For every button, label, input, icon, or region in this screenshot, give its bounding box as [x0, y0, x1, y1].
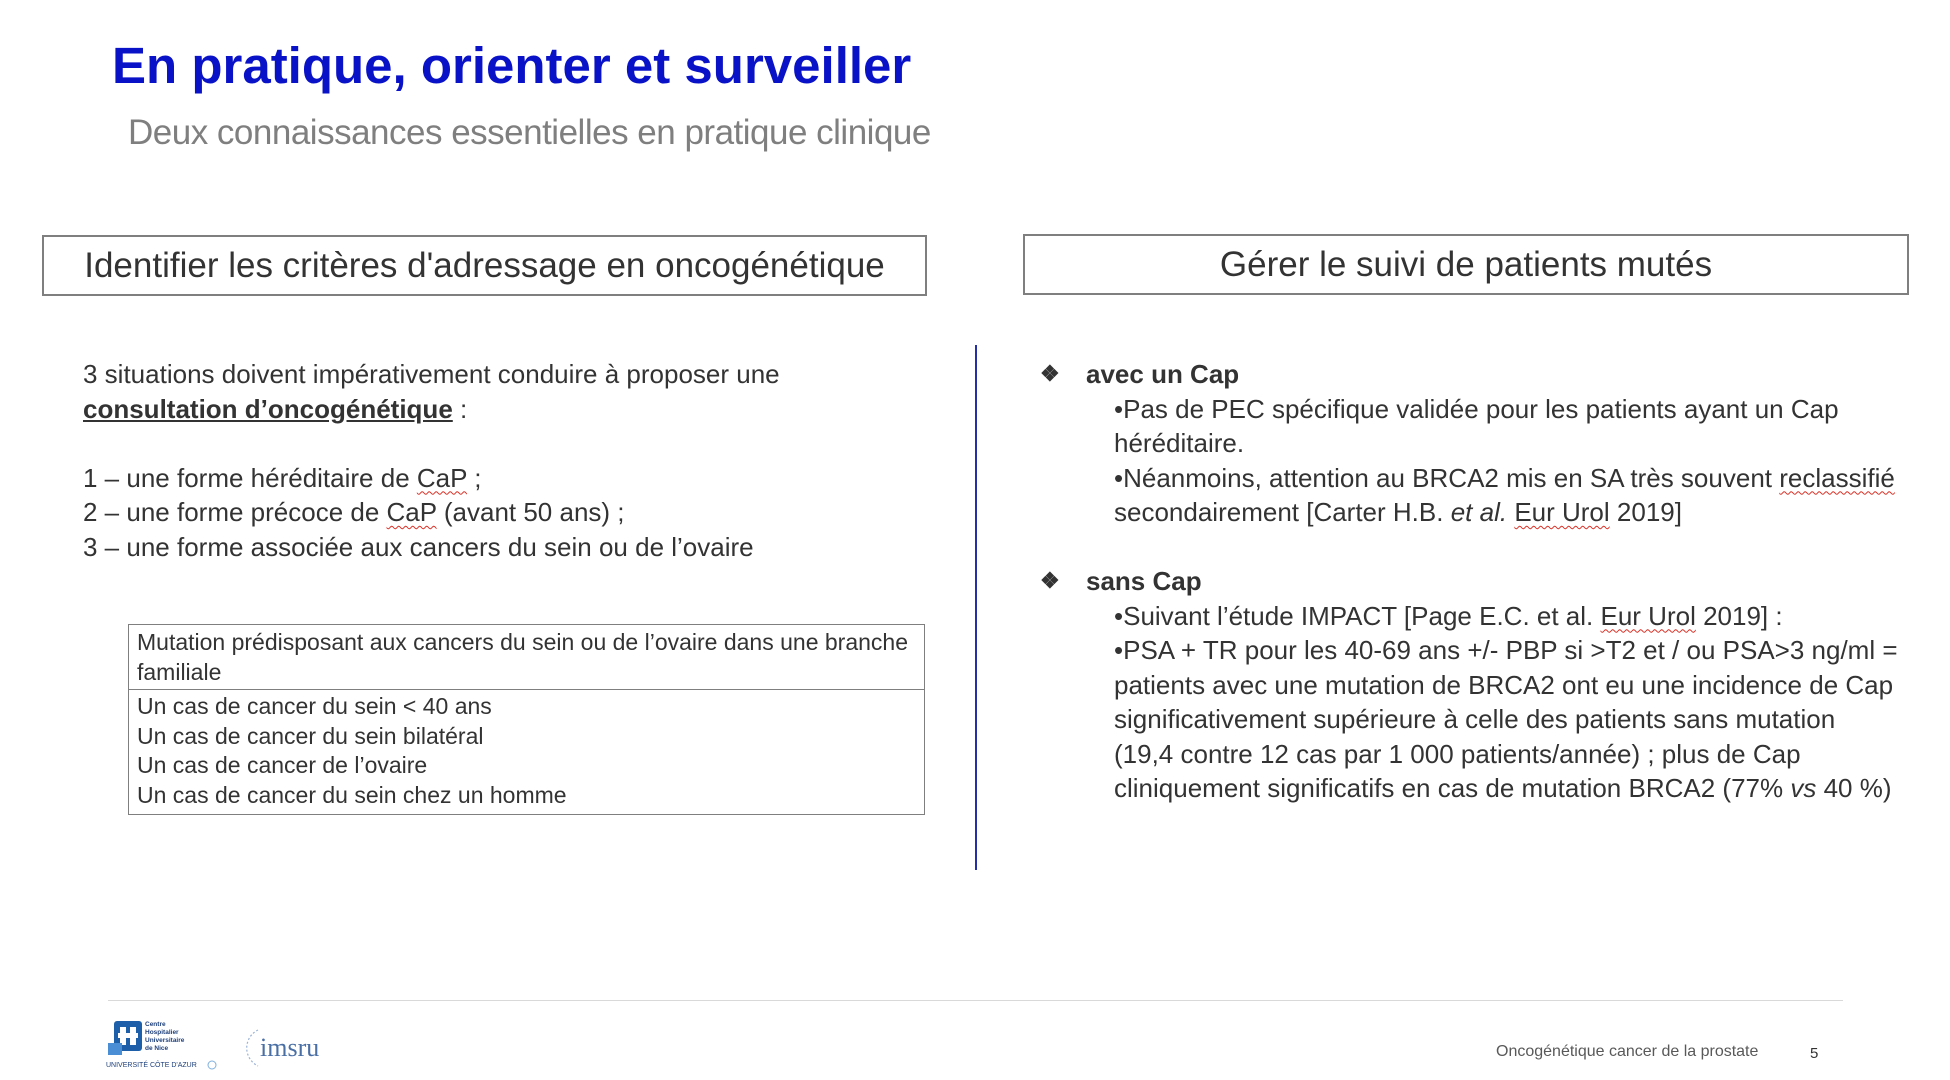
section-heading-without-cap: ❖ sans Cap [1040, 564, 1900, 599]
right-column-text [1040, 357, 1900, 806]
svg-text:Hospitalier: Hospitalier [145, 1029, 179, 1036]
section-heading-with-cap: ❖ avec un Cap [1040, 357, 1900, 392]
page-number: 5 [1810, 1045, 1819, 1062]
chu-nice-logo [104, 1017, 220, 1073]
left-header-label: Identifier les critères d'adressage en oncogénétique [84, 245, 885, 285]
list-item: 3 – une forme associée aux cancers du sein ou de l’ovaire [83, 531, 754, 562]
table-row: Un cas de cancer de l’ovaire [137, 752, 428, 778]
blank-line [1040, 530, 1900, 565]
footer-divider [108, 1000, 1843, 1001]
criteria-table [128, 624, 925, 815]
svg-text:Centre: Centre [145, 1021, 166, 1028]
diamond-bullet-icon: ❖ [1040, 568, 1060, 593]
criteria-table-header: Mutation prédisposant aux cancers du sein ou de l’ovaire dans une branche familiale [129, 625, 924, 690]
table-row: Un cas de cancer du sein bilatéral [137, 722, 484, 749]
paragraph: •Suivant l’étude IMPACT [Page E.C. et al. Eur Urol 2019] : [1114, 600, 1783, 631]
consultation-link-text: consultation d’oncogénétique [83, 393, 453, 424]
footer-title: Oncogénétique cancer de la prostate [1496, 1043, 1759, 1060]
svg-text:de Nice: de Nice [145, 1045, 169, 1052]
diamond-bullet-icon: ❖ [1040, 361, 1060, 386]
paragraph: •Néanmoins, attention au BRCA2 mis en SA très souvent reclassifié secondairement [Carter H.B. et al. Eur Urol 2019] [1114, 462, 1895, 527]
paragraph: •Pas de PEC spécifique validée pour les patients ayant un Cap héréditaire. [1114, 393, 1839, 458]
intro-line: 3 situations doivent impérativement conduire à proposer une [83, 359, 780, 389]
imsru-logo [240, 1022, 350, 1072]
svg-text:UNIVERSITÉ CÔTE D'AZUR: UNIVERSITÉ CÔTE D'AZUR [106, 1062, 197, 1069]
intro-line-2: consultation d’oncogénétique : [83, 393, 468, 424]
table-row: Un cas de cancer du sein < 40 ans [137, 693, 492, 719]
slide-subtitle: Deux connaissances essentielles en pratique clinique [128, 113, 931, 152]
table-row: Un cas de cancer du sein chez un homme [137, 781, 567, 808]
paragraph: •PSA + TR pour les 40-69 ans +/- PBP si >T2 et / ou PSA>3 ng/ml = patients avec une mutation de BRCA2 ont eu une incidence de Cap significativement supérieure à celle des patients sans mutation (19,4 contre 12 cas par 1 000 patients/année) ; plus de Cap cliniquement significatifs en cas de mutation BRCA2 (77% vs 40 %) [1114, 635, 1898, 803]
right-header-box [1023, 234, 1909, 295]
left-column-text [83, 357, 883, 564]
column-divider [975, 345, 977, 870]
left-header-box [42, 235, 927, 296]
svg-text:Universitaire: Universitaire [145, 1037, 185, 1044]
svg-text:imsru: imsru [260, 1033, 320, 1062]
right-header-label: Gérer le suivi de patients mutés [1219, 244, 1713, 284]
list-item: 1 – une forme héréditaire de CaP ; [83, 462, 482, 493]
slide-title: En pratique, orienter et surveiller [112, 37, 912, 94]
list-item: 2 – une forme précoce de CaP (avant 50 ans) ; [83, 497, 625, 527]
criteria-table-body [129, 690, 924, 814]
blank-line [83, 426, 883, 461]
